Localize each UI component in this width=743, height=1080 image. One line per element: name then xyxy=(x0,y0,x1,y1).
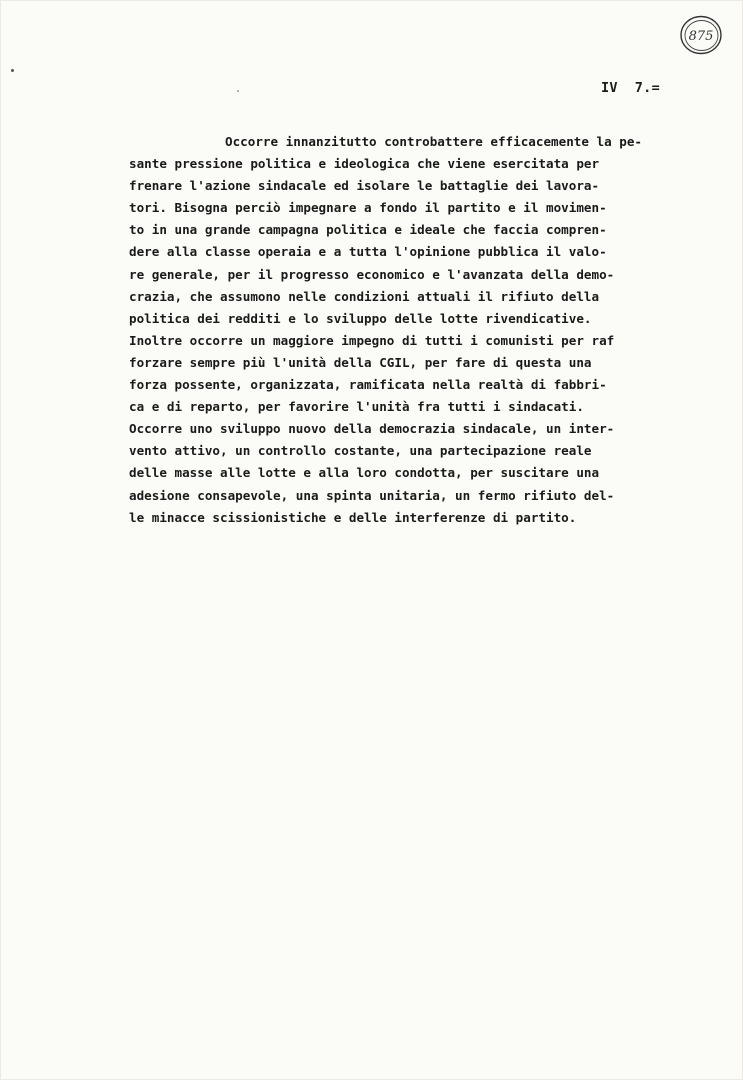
archive-stamp-seal xyxy=(678,13,724,57)
text-line: Occorre uno sviluppo nuovo della democrazia sindacale, un inter- xyxy=(129,421,615,437)
paragraph xyxy=(1,131,743,529)
text-line: tori. Bisogna perciò impegnare a fondo il partito e il movimen- xyxy=(129,200,607,216)
stamp-number: 875 xyxy=(688,29,714,44)
text-line: sante pressione politica e ideologica che viene esercitata per xyxy=(129,156,600,172)
text-line: to in una grande campagna politica e ideale che faccia compren- xyxy=(129,222,607,238)
text-line: adesione consapevole, una spinta unitaria, un fermo rifiuto del- xyxy=(129,487,615,503)
text-line: delle masse alle lotte e alla loro condotta, per suscitare una xyxy=(129,465,600,481)
text-line: politica dei redditi e lo sviluppo delle lotte rivendicative. xyxy=(129,310,592,326)
text-line: frenare l'azione sindacale ed isolare le battaglie dei lavora- xyxy=(129,178,600,194)
text-line: Inoltre occorre un maggiore impegno di tutti i comunisti per raf xyxy=(129,332,615,348)
text-line: le minacce scissionistiche e delle interferenze di partito. xyxy=(129,509,577,525)
page-number-header: IV 7.= xyxy=(601,80,660,96)
text-line: crazia, che assumono nelle condizioni attuali il rifiuto della xyxy=(129,288,600,304)
text-line: re generale, per il progresso economico e l'avanzata della demo- xyxy=(129,266,615,282)
paper-speck xyxy=(237,90,239,92)
text-line: forza possente, organizzata, ramificata nella realtà di fabbri- xyxy=(129,377,607,393)
text-line: vento attivo, un controllo costante, una partecipazione reale xyxy=(129,443,592,459)
text-line: dere alla classe operaia e a tutta l'opinione pubblica il valo- xyxy=(129,244,607,260)
text-line: ca e di reparto, per favorire l'unità fra tutti i sindacati. xyxy=(129,399,584,415)
text-line: Occorre innanzitutto controbattere efficacemente la pe- xyxy=(225,134,643,149)
paper-speck xyxy=(11,69,14,72)
text-line: forzare sempre più l'unità della CGIL, per fare di questa una xyxy=(129,354,592,370)
